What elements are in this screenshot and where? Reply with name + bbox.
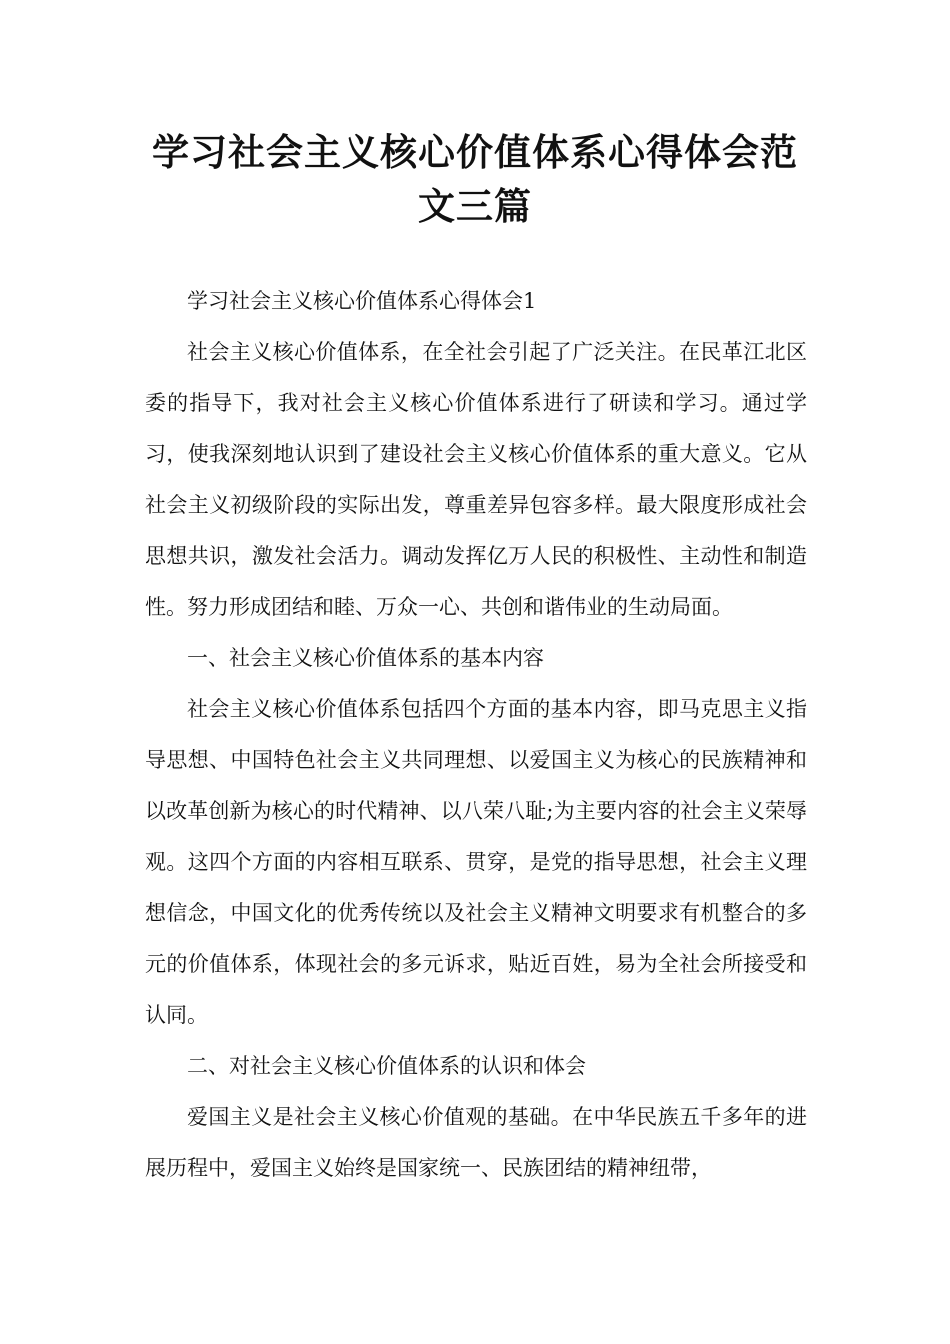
paragraph-1: 社会主义核心价值体系，在全社会引起了广泛关注。在民革江北区委的指导下，我对社会主义核心价值体系进行了研读和学习。通过学习，使我深刻地认识到了建设社会主义核心价值体系的重大意义。它从社会主义初级阶段的实际出发，尊重差异包容多样。最大限度形成社会思想共识，激发社会活力。调动发挥亿万人民的积极性、主动性和制造性。努力形成团结和睦、万众一心、共创和谐伟业的生动局面。 (145, 340, 807, 619)
title-line-1: 学习社会主义核心价值体系心得体会范 (152, 131, 798, 174)
title-line-2: 文三篇 (418, 185, 532, 228)
subheading-2: 二、对社会主义核心价值体系的认识和体会 (187, 1054, 586, 1078)
paragraph-2: 社会主义核心价值体系包括四个方面的基本内容，即马克思主义指导思想、中国特色社会主义共同理想、以爱国主义为核心的民族精神和以改革创新为核心的时代精神、以八荣八耻;为主要内容的社会主义荣辱观。这四个方面的内容相互联系、贯穿，是党的指导思想，社会主义理想信念，中国文化的优秀传统以及社会主义精神文明要求有机整合的多元的价值体系，体现社会的多元诉求，贴近百姓，易为全社会所接受和认同。 (145, 697, 807, 1027)
section-heading-1: 学习社会主义核心价值体系心得体会1 (187, 289, 537, 313)
paragraph-3: 爱国主义是社会主义核心价值观的基础。在中华民族五千多年的进展历程中，爱国主义始终是国家统一、民族团结的精神纽带， (145, 1105, 807, 1180)
document-title (130, 126, 820, 234)
document-body (145, 276, 807, 1194)
subheading-1: 一、社会主义核心价值体系的基本内容 (187, 646, 544, 670)
